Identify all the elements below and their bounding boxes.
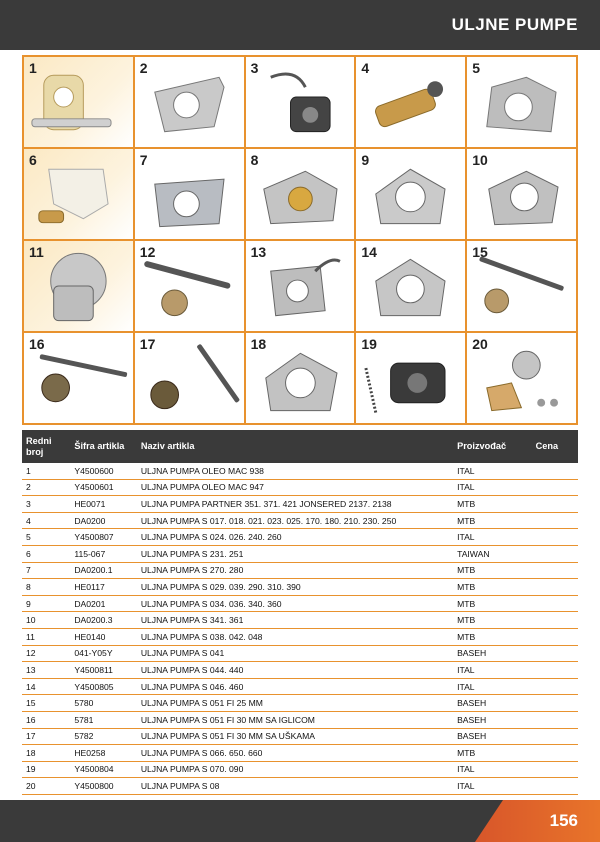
- image-label: 18: [250, 336, 267, 352]
- table-row: [22, 711, 578, 728]
- row-code: HE0071: [70, 496, 136, 513]
- product-image-cell: [467, 57, 576, 147]
- product-image-cell: [467, 241, 576, 331]
- table-row: [22, 662, 578, 679]
- table-row: [22, 562, 578, 579]
- image-label: 14: [361, 244, 377, 260]
- row-name: ULJNA PUMPA OLEO MAC 947: [137, 479, 453, 496]
- image-label: 4: [361, 60, 370, 76]
- product-image-cell: [24, 57, 133, 147]
- row-name: ULJNA PUMPA S 051 FI 30 MM SA IGLICOM: [137, 711, 453, 728]
- table-row: [22, 695, 578, 712]
- row-code: 041-Y05Y: [70, 645, 136, 662]
- row-index: 20: [22, 778, 70, 795]
- table-row: [22, 728, 578, 745]
- row-price: [532, 612, 578, 629]
- table-row: [22, 496, 578, 513]
- row-code: DA0200: [70, 512, 136, 529]
- row-price: [532, 595, 578, 612]
- row-manufacturer: TAIWAN: [453, 545, 532, 562]
- row-manufacturer: MTB: [453, 745, 532, 762]
- table-row: [22, 595, 578, 612]
- footer-accent: [475, 800, 600, 842]
- row-code: 5781: [70, 711, 136, 728]
- table-row: [22, 545, 578, 562]
- product-image-cell: [246, 149, 355, 239]
- image-label: 16: [29, 336, 45, 352]
- page-header: [0, 0, 600, 50]
- row-code: Y4500600: [70, 463, 136, 479]
- table-row: [22, 612, 578, 629]
- row-manufacturer: ITAL: [453, 662, 532, 679]
- table-row: [22, 512, 578, 529]
- table-row: [22, 778, 578, 795]
- image-label: 15: [472, 244, 488, 260]
- page-title: ULJNE PUMPE: [451, 15, 578, 34]
- row-name: ULJNA PUMPA S 044. 440: [137, 662, 453, 679]
- image-label: 19: [361, 336, 377, 352]
- table-row: [22, 745, 578, 762]
- row-manufacturer: ITAL: [453, 479, 532, 496]
- row-name: ULJNA PUMPA S 046. 460: [137, 678, 453, 695]
- image-label: 9: [361, 152, 370, 168]
- row-index: 1: [22, 463, 70, 479]
- row-manufacturer: MTB: [453, 628, 532, 645]
- row-name: ULJNA PUMPA S 017. 018. 021. 023. 025. 170. 180. 210. 230. 250: [137, 512, 453, 529]
- row-name: ULJNA PUMPA S 066. 650. 660: [137, 745, 453, 762]
- row-code: Y4500807: [70, 529, 136, 546]
- row-manufacturer: BASEH: [453, 711, 532, 728]
- row-price: [532, 479, 578, 496]
- row-price: [532, 529, 578, 546]
- row-name: ULJNA PUMPA S 341. 361: [137, 612, 453, 629]
- table-row: [22, 479, 578, 496]
- product-image-cell: [135, 149, 244, 239]
- image-label: 13: [250, 244, 267, 260]
- row-index: 13: [22, 662, 70, 679]
- row-index: 5: [22, 529, 70, 546]
- row-price: [532, 645, 578, 662]
- image-label: 12: [139, 244, 156, 260]
- product-image-cell: [135, 333, 244, 423]
- part-image: [24, 149, 133, 239]
- row-price: [532, 496, 578, 513]
- table-row: [22, 761, 578, 778]
- row-name: ULJNA PUMPA S 034. 036. 340. 360: [137, 595, 453, 612]
- row-code: HE0117: [70, 579, 136, 596]
- row-code: Y4500601: [70, 479, 136, 496]
- product-image-cell: [135, 241, 244, 331]
- row-price: [532, 711, 578, 728]
- product-image-cell: [467, 333, 576, 423]
- row-name: ULJNA PUMPA S 070. 090: [137, 761, 453, 778]
- table-row: [22, 645, 578, 662]
- col-header-manufacturer: Proizvođač: [453, 430, 532, 463]
- row-name: ULJNA PUMPA S 029. 039. 290. 310. 390: [137, 579, 453, 596]
- row-manufacturer: MTB: [453, 512, 532, 529]
- row-name: ULJNA PUMPA S 08: [137, 778, 453, 795]
- row-manufacturer: BASEH: [453, 695, 532, 712]
- row-manufacturer: MTB: [453, 496, 532, 513]
- image-label: 3: [250, 60, 259, 76]
- part-image: [356, 149, 465, 239]
- row-index: 9: [22, 595, 70, 612]
- row-code: 115-067: [70, 545, 136, 562]
- image-label: 2: [139, 60, 148, 76]
- row-index: 17: [22, 728, 70, 745]
- part-image: [467, 57, 576, 147]
- table-row: [22, 463, 578, 479]
- row-code: HE0258: [70, 745, 136, 762]
- row-price: [532, 579, 578, 596]
- col-header-index: Redni broj: [22, 430, 70, 463]
- row-manufacturer: BASEH: [453, 728, 532, 745]
- product-image-cell: [135, 57, 244, 147]
- row-index: 19: [22, 761, 70, 778]
- page-number: 156: [549, 811, 578, 830]
- table-row: [22, 628, 578, 645]
- row-price: [532, 745, 578, 762]
- row-manufacturer: ITAL: [453, 529, 532, 546]
- image-label: 8: [250, 152, 259, 168]
- row-code: DA0201: [70, 595, 136, 612]
- row-manufacturer: ITAL: [453, 678, 532, 695]
- row-name: ULJNA PUMPA S 051 FI 25 MM: [137, 695, 453, 712]
- product-image-cell: [467, 149, 576, 239]
- image-label: 7: [139, 152, 148, 168]
- row-manufacturer: BASEH: [453, 645, 532, 662]
- row-price: [532, 562, 578, 579]
- row-index: 7: [22, 562, 70, 579]
- row-name: ULJNA PUMPA PARTNER 351. 371. 421 JONSERED 2137. 2138: [137, 496, 453, 513]
- row-code: Y4500811: [70, 662, 136, 679]
- image-label: 20: [472, 336, 488, 352]
- row-price: [532, 628, 578, 645]
- row-price: [532, 778, 578, 795]
- image-label: 1: [29, 60, 37, 76]
- row-index: 2: [22, 479, 70, 496]
- part-image: [24, 57, 133, 147]
- row-code: 5780: [70, 695, 136, 712]
- image-label: 5: [472, 60, 480, 76]
- row-name: ULJNA PUMPA S 231. 251: [137, 545, 453, 562]
- row-index: 15: [22, 695, 70, 712]
- product-image-grid: [22, 55, 578, 425]
- row-index: 4: [22, 512, 70, 529]
- row-name: ULJNA PUMPA S 024. 026. 240. 260: [137, 529, 453, 546]
- part-image: [135, 149, 244, 239]
- part-image: [135, 57, 244, 147]
- row-index: 3: [22, 496, 70, 513]
- row-code: Y4500805: [70, 678, 136, 695]
- row-price: [532, 761, 578, 778]
- page-footer: [0, 800, 600, 842]
- row-price: [532, 662, 578, 679]
- product-table: [22, 430, 578, 795]
- product-image-cell: [24, 149, 133, 239]
- row-manufacturer: MTB: [453, 612, 532, 629]
- row-code: Y4500800: [70, 778, 136, 795]
- product-image-cell: [24, 333, 133, 423]
- row-price: [532, 512, 578, 529]
- row-code: 5782: [70, 728, 136, 745]
- row-manufacturer: ITAL: [453, 778, 532, 795]
- product-image-cell: [246, 241, 355, 331]
- part-image: [246, 149, 355, 239]
- image-label: 17: [139, 336, 156, 352]
- product-image-cell: [24, 241, 133, 331]
- product-image-cell: [356, 333, 465, 423]
- row-name: ULJNA PUMPA S 041: [137, 645, 453, 662]
- row-code: Y4500804: [70, 761, 136, 778]
- row-code: HE0140: [70, 628, 136, 645]
- row-name: ULJNA PUMPA S 051 FI 30 MM SA UŠKAMA: [137, 728, 453, 745]
- row-code: DA0200.1: [70, 562, 136, 579]
- row-price: [532, 695, 578, 712]
- row-manufacturer: MTB: [453, 579, 532, 596]
- product-image-cell: [246, 57, 355, 147]
- row-manufacturer: ITAL: [453, 761, 532, 778]
- image-label: 11: [29, 244, 44, 260]
- row-index: 6: [22, 545, 70, 562]
- row-manufacturer: MTB: [453, 595, 532, 612]
- row-name: ULJNA PUMPA S 270. 280: [137, 562, 453, 579]
- part-image: [356, 57, 465, 147]
- row-price: [532, 545, 578, 562]
- row-manufacturer: ITAL: [453, 463, 532, 479]
- image-label: 10: [472, 152, 488, 168]
- row-price: [532, 678, 578, 695]
- table-row: [22, 529, 578, 546]
- row-index: 12: [22, 645, 70, 662]
- product-image-cell: [356, 149, 465, 239]
- row-name: ULJNA PUMPA S 038. 042. 048: [137, 628, 453, 645]
- row-index: 11: [22, 628, 70, 645]
- table-header-row: [22, 430, 578, 463]
- row-index: 10: [22, 612, 70, 629]
- row-index: 18: [22, 745, 70, 762]
- part-image: [246, 57, 355, 147]
- row-index: 14: [22, 678, 70, 695]
- image-label: 6: [29, 152, 37, 168]
- col-header-name: Naziv artikla: [137, 430, 453, 463]
- row-manufacturer: MTB: [453, 562, 532, 579]
- product-image-cell: [356, 57, 465, 147]
- row-price: [532, 463, 578, 479]
- table-row: [22, 678, 578, 695]
- row-code: DA0200.3: [70, 612, 136, 629]
- row-index: 8: [22, 579, 70, 596]
- row-name: ULJNA PUMPA OLEO MAC 938: [137, 463, 453, 479]
- col-header-code: Šifra artikla: [70, 430, 136, 463]
- row-index: 16: [22, 711, 70, 728]
- product-image-cell: [356, 241, 465, 331]
- row-price: [532, 728, 578, 745]
- table-row: [22, 579, 578, 596]
- product-image-cell: [246, 333, 355, 423]
- col-header-price: Cena: [532, 430, 578, 463]
